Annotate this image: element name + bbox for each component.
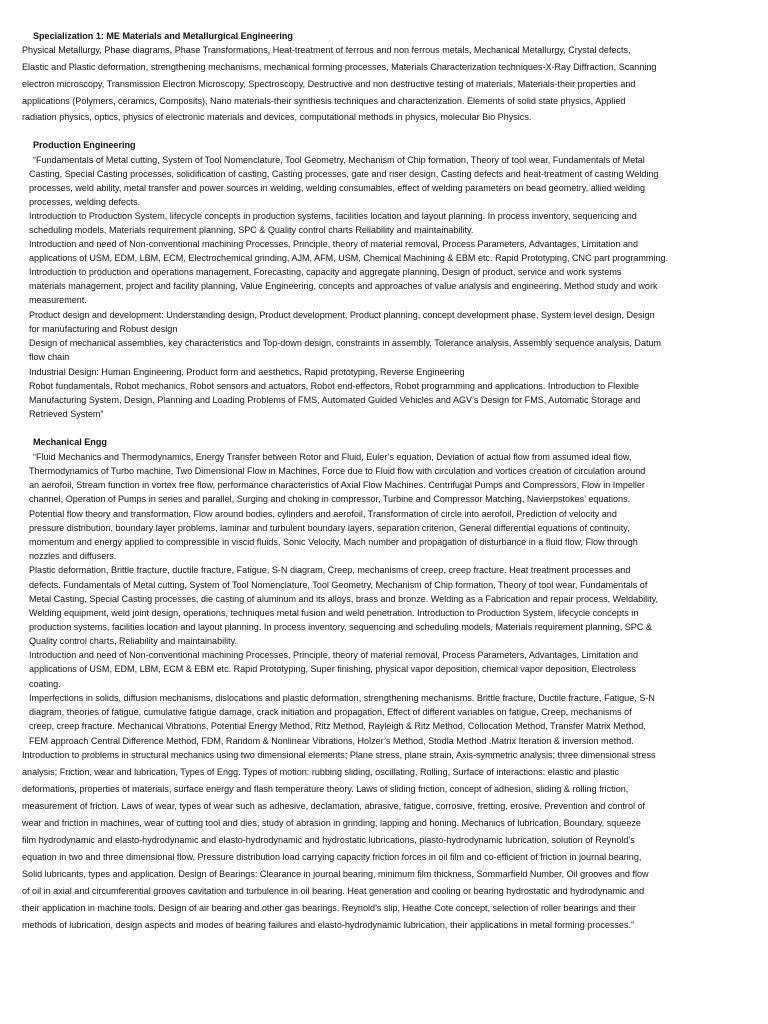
text-line: Introduction and need of Non-conventional machining Processes, Principle, theory of material removal, Process Parameters, Advantages, Limitation and: [29, 650, 638, 660]
text-line: coating.: [29, 679, 61, 689]
text-line: processes, welding defects.: [29, 197, 141, 207]
text-line: processes, weld ability, metal transfer and power sources in welding, welding consumables, effect of welding parameters on bead geometry, allied welding: [29, 183, 646, 193]
text-line: Introduction to problems in structural mechanics using two dimensional elements; Plane stress, plane strain, Axis-symmetric analysis; three dimensional stress: [22, 750, 656, 760]
text-line: Plastic deformation, Brittle fracture, ductile fracture, Fatigue, S-N diagram, Creep, mechanisms of creep, creep fracture. Heat treatment processes and: [29, 565, 631, 575]
text-line: Metal Casting, Special Casting processes, die casting of aluminum and its alloys, brass and bronze. Welding as a Fabrication and repair process, Weldability,: [29, 594, 659, 604]
text-line: Potential flow theory and transformation, Flow around bodies, cylinders and aerofoil, Transformation of circle into aerofoil, Prediction of velocity and: [29, 509, 617, 519]
text-line: Solid lubricants, types and application. Design of Bearings: Clearance in journal bearing, minimum film thickness, Sommarfield Number, Oil grooves and flow: [22, 869, 649, 879]
text-line: Design of mechanical assemblies, key characteristics and Top-down design, constraints in assembly, Tolerance analysis, Assembly sequence analysis, Datum: [29, 338, 662, 348]
text-line: Introduction to production and operations management, Forecasting, capacity and aggregate planning, Design of product, service and work systems: [29, 267, 622, 277]
section-heading-materials: Specialization 1: ME Materials and Metallurgical Engineering: [33, 31, 293, 41]
section-heading-mechanical: Mechanical Engg: [33, 437, 107, 447]
text-line: channel, Operation of Pumps in series and parallel, Surging and choking in compressor, Turbine and Compressor Matching, Navierpstokes’ equations.: [29, 494, 631, 504]
text-line: defects. Fundamentals of Metal cutting, System of Tool Nomenclature, Tool Geometry, Mechanism of Chip formation, Theory of tool wear, Fundamentals of: [29, 580, 648, 590]
text-line: radiation physics, optics, physics of electronic materials and devices, computational methods in physics, molecular Bio Physics.: [22, 112, 532, 122]
text-line: production systems, facilities location and layout planning. In process inventory, sequencing and scheduling models, Materials requirement planning, SPC &: [29, 622, 652, 632]
text-line: for manufacturing and Robust design: [29, 324, 178, 334]
text-line: Introduction to Production System, lifecycle concepts in production systems, facilities location and layout planning. In process inventory, sequencing and: [29, 211, 637, 221]
text-line: Imperfections in solids, diffusion mechanisms, dislocations and plastic deformation, strengthening mechanisms. Brittle fracture, Ductile fracture, Fatigue, S-N: [29, 693, 655, 703]
text-line: creep, creep fracture. Mechanical Vibrations, Potential Energy Method, Ritz Method, Rayleigh & Ritz Method, Collocation Method, Transfer Matrix Method,: [29, 721, 646, 731]
text-line: Product design and development: Understanding design, Product development, Product planning, concept development phase, System level design, Design: [29, 310, 655, 320]
text-line: electron microscopy, Transmission Electron Microscopy, Spectroscopy, Destructive and non destructive testing of materials, Materials-their properties and: [22, 79, 636, 89]
text-line: an aerofoil, Stream function in vortex free flow, performance characteristics of Axial Flow Machines. Centrifugal Pumps and Compressors, Flow in Impeller: [29, 480, 645, 490]
text-line: deformations, properties of materials, surface energy and flash temperature theory. Laws of sliding friction, concept of adhesion, sliding & rolling friction,: [22, 784, 629, 794]
text-line: Welding equipment, weld joint design, operations, techniques metal fusion and weld penetration. Introduction to Production System, lifecycle concepts in: [29, 608, 639, 618]
text-line: film hydrodynamic and elasto-hydrodynamic and elasto-hydrodynamic and hydrostatic lubrications, plasto-hydrodynamic lubrication, solution of Reynold’s: [22, 835, 635, 845]
section-heading-production: Production Engineering: [33, 140, 136, 150]
text-line: Manufacturing System, Design, Planning and Loading Problems of FMS, Automated Guided Vehicles and AGV’s Design for FMS, Automatic Storage and: [29, 395, 641, 405]
text-line: diagram, theories of fatigue, cumulative fatigue damage, crack initiation and propagation, Effect of different variables on fatigue, Creep, mechanisms of: [29, 707, 632, 717]
text-line: flow chain: [29, 352, 70, 362]
text-line: Introduction and need of Non-conventional machining Processes, Principle, theory of material removal, Process Parameters, Advantages, Limitation and: [29, 239, 638, 249]
text-line: “Fundamentals of Metal cutting, System of Tool Nomenclature, Tool Geometry, Mechanism of Chip formation, Theory of tool wear, Fundamentals of Metal: [33, 155, 645, 165]
text-line: wear and friction in machines, wear of cutting tool and dies, study of abrasion in grinding, lapping and honing. Mechanics of lubrication, Boundary, squeeze: [22, 818, 641, 828]
text-line: Physical Metallurgy, Phase diagrams, Phase Transformations, Heat-treatment of ferrous and non ferrous metals, Mechanical Metallurgy, Crystal defects,: [22, 45, 631, 55]
text-line: scheduling models, Materials requirement planning, SPC & Quality control charts Reliability and maintainability.: [29, 225, 474, 235]
text-line: nozzles and diffusers.: [29, 551, 117, 561]
text-line: applications of USM, EDM, LBM, ECM, Electrochemical grinding, AJM, AFM, USM, Chemical Machining & EBM etc. Rapid Prototyping, CNC part programming.: [29, 253, 669, 263]
text-line: measurement of friction. Laws of wear, types of wear such as adhesive, declamation, abrasive, fatigue, corrosive, fretting, erosive. Prevention and control of: [22, 801, 646, 811]
text-line: analysis; Friction, wear and lubrication, Types of Engg. Types of motion: rubbing sliding, oscillating, Rolling, Surface of interactions: elastic and plastic: [22, 767, 620, 777]
text-line: pressure distribution, boundary layer problems, laminar and turbulent boundary layers, separation criterion, General differential equations of continuity,: [29, 523, 630, 533]
text-line: Industrial Design: Human Engineering, Product form and aesthetics, Rapid prototyping, Reverse Engineering: [29, 367, 465, 377]
text-line: Robot fundamentals, Robot mechanics, Robot sensors and actuators, Robot end-effectors, Robot programming and applications. Introduction to Flexible: [29, 381, 639, 391]
text-line: FEM approach Central Difference Method, FDM, Random & Nonlinear Vibrations, Holzer’s Method, Stodla Method .Matrix Iteration & inversion method.: [29, 736, 634, 746]
text-line: applications (Polymers, ceramics, Composits), Nano materials-their synthesis techniques and characterization. Elements of solid state physics, Applied: [22, 96, 626, 106]
text-line: measurement.: [29, 295, 87, 305]
text-line: Retrieved System”: [29, 409, 104, 419]
text-line: Thermodynamics of Turbo machine, Two Dimensional Flow in Machines, Force due to Fluid flow with circulation and vortices creation of circulation around: [29, 466, 646, 476]
text-line: applications of USM, EDM, LBM, ECM & EBM etc. Rapid Prototyping, Super finishing, physical vapor deposition, chemical vapor deposition, Electroless: [29, 664, 636, 674]
text-line: equation in two and three dimensional flow, Pressure distribution load carrying capacity friction forces in oil film and co-efficient of friction in journal bearing,: [22, 852, 642, 862]
text-line: Quality control charts, Reliability and maintainability.: [29, 636, 238, 646]
text-line: their application in machine tools. Design of air bearing and other gas bearings. Reynold’s slip, Heathe Cote concept, selection of roller bearings and their: [22, 903, 636, 913]
text-line: materials management, project and facility planning, Value Engineering, concepts and approaches of value analysis and engineering. Method study and work: [29, 281, 658, 291]
text-line: Casting, Special Casting processes, solidification of casting, Casting processes, gate and riser design, Casting defects and heat-treatment of casting Welding: [29, 169, 659, 179]
text-line: methods of lubrication, design aspects and modes of bearing failures and elasto-hydrodynamic lubrication, their applications in metal forming processes.”: [22, 920, 634, 930]
text-line: momentum and energy applied to compressible in viscid fluids, Sonic Velocity, Mach number and propagation of disturbance in a fluid flow, Flow through: [29, 537, 638, 547]
text-line: “Fluid Mechanics and Thermodynamics, Energy Transfer between Rotor and Fluid, Euler’s equation, Deviation of actual flow from assumed ideal flow,: [33, 452, 632, 462]
text-line: of oil in axial and circumferential grooves cavitation and turbulence in oil bearing. Heat generation and cooling or bearing hydrostatic and hydrodynamic and: [22, 886, 645, 896]
text-line: Elastic and Plastic deformation, strengthening mechanisms, mechanical forming processes, Materials Characterization techniques-X-Ray Diffraction, Scanning: [22, 62, 657, 72]
